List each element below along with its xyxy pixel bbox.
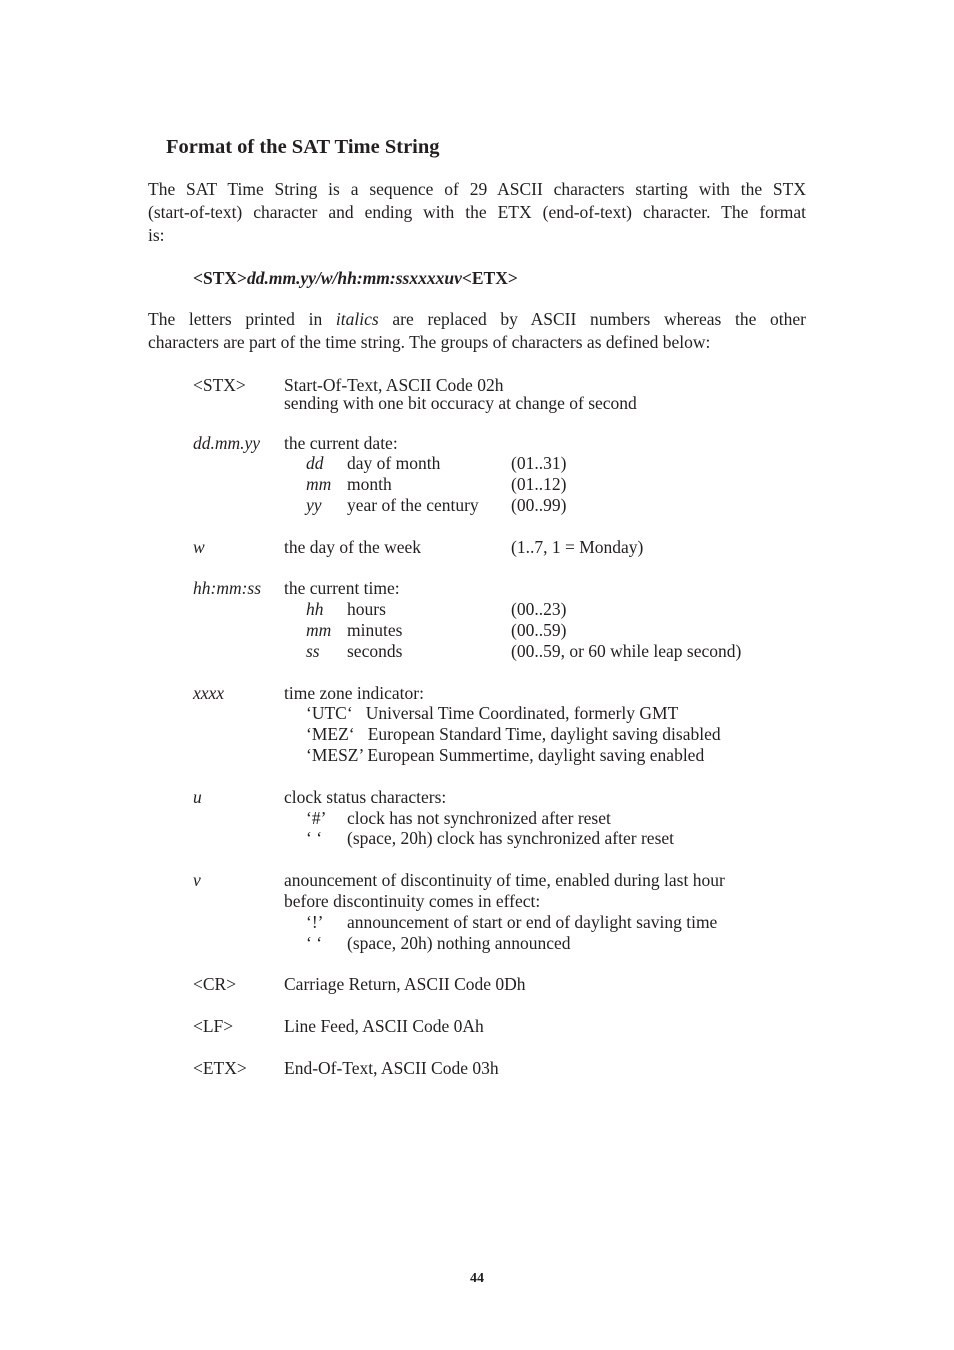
etx-text: End-Of-Text, ASCII Code 03h (284, 1058, 499, 1078)
format-stx: <STX> (193, 268, 247, 288)
intro-line-1: The SAT Time String is a sequence of 29 ASCII characters starting with the STX (148, 179, 806, 199)
stx-key: <STX> (193, 375, 246, 395)
date-key: dd.mm.yy (193, 433, 261, 453)
timezone-row: ‘UTC‘ Universal Time Coordinated, formerly GMT (306, 703, 679, 723)
date-row-code: dd (306, 453, 324, 473)
time-row-code: hh (306, 599, 324, 619)
lf-key: <LF> (193, 1016, 234, 1036)
announcement-code: ‘ ‘ (306, 933, 323, 953)
announcement-text: announcement of start or end of daylight saving time (347, 912, 718, 932)
explanation-post: are replaced by ASCII numbers whereas the other (392, 309, 807, 329)
cr-key: <CR> (193, 974, 237, 994)
date-row-label: month (347, 474, 392, 494)
announcement-code: ‘!’ (306, 912, 324, 932)
time-row-code: mm (306, 620, 332, 640)
date-row-code: mm (306, 474, 332, 494)
time-heading: the current time: (284, 578, 400, 598)
intro-paragraph (148, 178, 806, 247)
timezone-row: ‘MESZ’ European Summertime, daylight saving enabled (306, 745, 705, 765)
announcement-text: (space, 20h) nothing announced (347, 933, 571, 953)
time-row-range: (00..59) (511, 620, 567, 640)
announcement-line-1: anouncement of discontinuity of time, enabled during last hour (284, 870, 725, 890)
clock-status-text: clock has not synchronized after reset (347, 808, 611, 828)
intro-line-3: is: (148, 225, 165, 245)
clock-status-heading: clock status characters: (284, 787, 447, 807)
cr-text: Carriage Return, ASCII Code 0Dh (284, 974, 526, 994)
time-row-range: (00..23) (511, 599, 567, 619)
stx-line-1: Start-Of-Text, ASCII Code 02h (284, 375, 504, 395)
intro-line-2: (start-of-text) character and ending with the ETX (end-of-text) character. The format (148, 202, 806, 222)
page-title: Format of the SAT Time String (166, 136, 440, 158)
format-body: dd.mm.yy/w/hh:mm:ssxxxxuv (247, 268, 462, 288)
clock-status-text: (space, 20h) clock has synchronized after reset (347, 828, 675, 848)
clock-status-code: ‘#’ (306, 808, 327, 828)
weekday-range: (1..7, 1 = Monday) (511, 537, 644, 557)
date-row-label: day of month (347, 453, 441, 473)
time-key: hh:mm:ss (193, 578, 262, 598)
clock-status-key: u (193, 787, 202, 807)
timezone-key: xxxx (193, 683, 225, 703)
stx-line-2: sending with one bit occuracy at change of second (284, 393, 637, 413)
etx-key: <ETX> (193, 1058, 247, 1078)
announcement-key: v (193, 870, 201, 890)
timezone-heading: time zone indicator: (284, 683, 424, 703)
date-row-range: (01..12) (511, 474, 567, 494)
page-number: 44 (470, 1271, 484, 1286)
timezone-row: ‘MEZ‘ European Standard Time, daylight saving disabled (306, 724, 721, 744)
weekday-text: the day of the week (284, 537, 422, 557)
explanation-pre: The letters printed in (148, 309, 323, 329)
date-row-range: (00..99) (511, 495, 567, 515)
explanation-italic: italics (335, 309, 379, 329)
announcement-line-2: before discontinuity comes in effect: (284, 891, 541, 911)
clock-status-code: ‘ ‘ (306, 828, 323, 848)
time-row-label: minutes (347, 620, 403, 640)
time-row-label: hours (347, 599, 386, 619)
explanation-line-1 (148, 308, 806, 331)
time-row-code: ss (306, 641, 320, 661)
lf-text: Line Feed, ASCII Code 0Ah (284, 1016, 484, 1036)
date-row-code: yy (306, 495, 322, 515)
date-heading: the current date: (284, 433, 398, 453)
date-row-label: year of the century (347, 495, 479, 515)
format-string (193, 270, 518, 288)
time-row-label: seconds (347, 641, 403, 661)
date-row-range: (01..31) (511, 453, 567, 473)
time-row-range: (00..59, or 60 while leap second) (511, 641, 742, 661)
weekday-key: w (193, 537, 205, 557)
format-etx: <ETX> (461, 268, 518, 288)
explanation-paragraph (148, 308, 806, 354)
explanation-line-2: characters are part of the time string. The groups of characters as defined below: (148, 332, 711, 352)
